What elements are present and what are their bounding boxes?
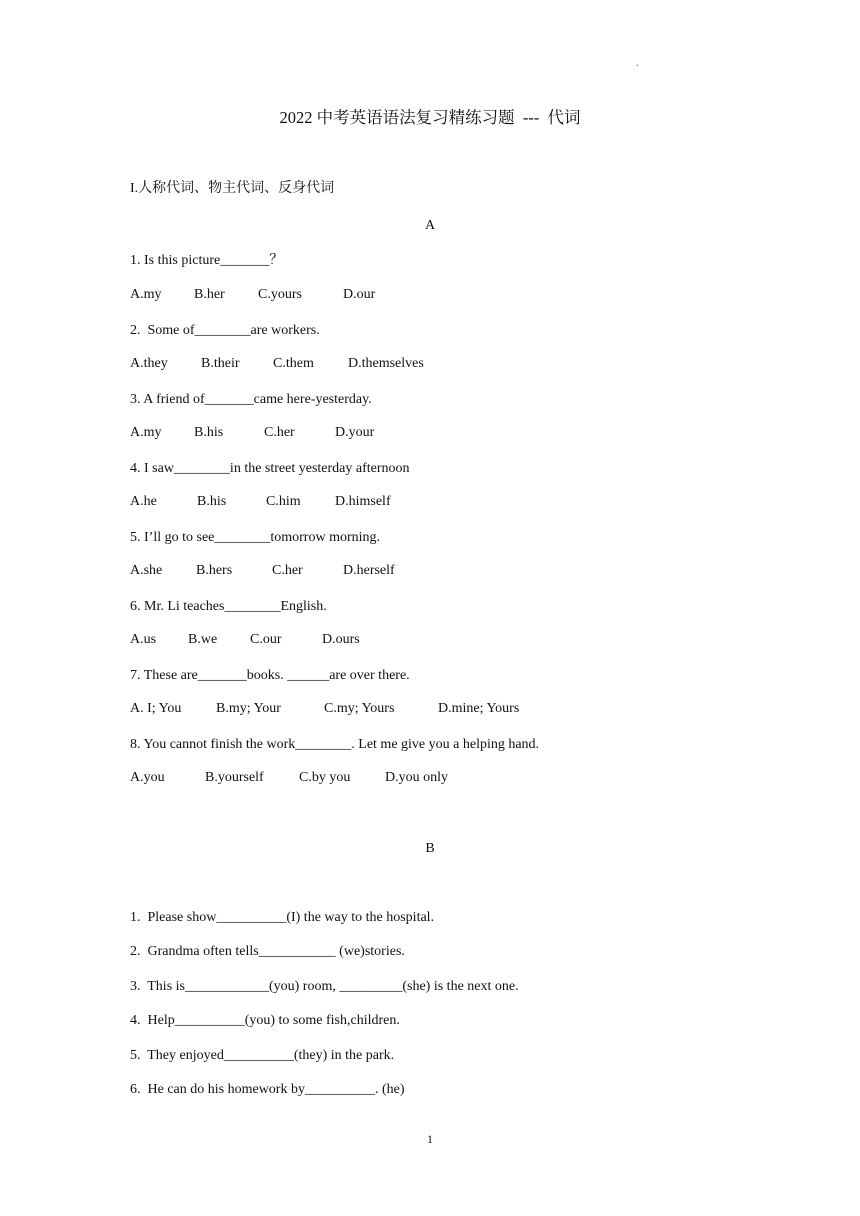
option: B.we	[188, 632, 218, 647]
option: D.mine; Yours	[438, 701, 520, 716]
option: D.herself	[343, 563, 395, 578]
option: D.himself	[335, 494, 391, 509]
option: A.you	[130, 770, 165, 785]
option: C.yours	[258, 287, 302, 302]
option: C.by you	[299, 770, 351, 785]
option: A.my	[130, 287, 162, 302]
option: D.our	[343, 287, 376, 302]
question-a4: 4. I saw________in the street yesterday afternoon	[130, 461, 410, 476]
option: A.my	[130, 425, 162, 440]
option: D.you only	[385, 770, 448, 785]
part-a-label: A	[424, 218, 436, 233]
part-b-label: B	[425, 841, 435, 856]
option: A.us	[130, 632, 157, 647]
page-number: 1	[427, 1132, 433, 1146]
option: B.yourself	[205, 770, 264, 785]
option: C.her	[264, 425, 295, 440]
option: D.ours	[322, 632, 360, 647]
question-a5: 5. I’ll go to see________tomorrow morning.	[130, 530, 381, 545]
question-a7: 7. These are_______books. ______are over there.	[130, 668, 410, 683]
option: C.my; Yours	[324, 701, 395, 716]
question-a6: 6. Mr. Li teaches________English.	[130, 599, 327, 614]
question-b5: 5. They enjoyed__________(they) in the park.	[130, 1048, 395, 1063]
option: A.they	[130, 356, 168, 371]
option: C.our	[250, 632, 282, 647]
option: B.their	[201, 356, 240, 371]
option: C.him	[266, 494, 301, 509]
option: A.he	[130, 494, 157, 509]
header-mark: .	[636, 58, 639, 69]
question-b2: 2. Grandma often tells___________ (we)stories.	[130, 944, 405, 959]
option: D.your	[335, 425, 375, 440]
option: B.my; Your	[216, 701, 281, 716]
option: A.she	[130, 563, 163, 578]
option: C.her	[272, 563, 303, 578]
option: B.his	[194, 425, 224, 440]
option: C.them	[273, 356, 314, 371]
option: B.his	[197, 494, 227, 509]
option: B.hers	[196, 563, 233, 578]
question-a3: 3. A friend of_______came here-yesterday.	[130, 392, 372, 407]
question-a8: 8. You cannot finish the work________. Let me give you a helping hand.	[130, 737, 540, 752]
question-b1: 1. Please show__________(I) the way to the hospital.	[130, 910, 435, 925]
question-a1: 1. Is this picture_______？	[130, 253, 284, 268]
question-b3: 3. This is____________(you) room, _________(she) is the next one.	[130, 979, 519, 994]
option: A. I; You	[130, 701, 182, 716]
document-title: 2022 中考英语语法复习精练习题 --- 代词	[279, 108, 581, 127]
option: B.her	[194, 287, 225, 302]
section-heading: I.人称代词、物主代词、反身代词	[130, 181, 335, 196]
option: D.themselves	[348, 356, 424, 371]
question-b4: 4. Help__________(you) to some fish,children.	[130, 1013, 400, 1028]
question-b6: 6. He can do his homework by__________. (he)	[130, 1082, 405, 1097]
question-a2: 2. Some of________are workers.	[130, 323, 320, 338]
